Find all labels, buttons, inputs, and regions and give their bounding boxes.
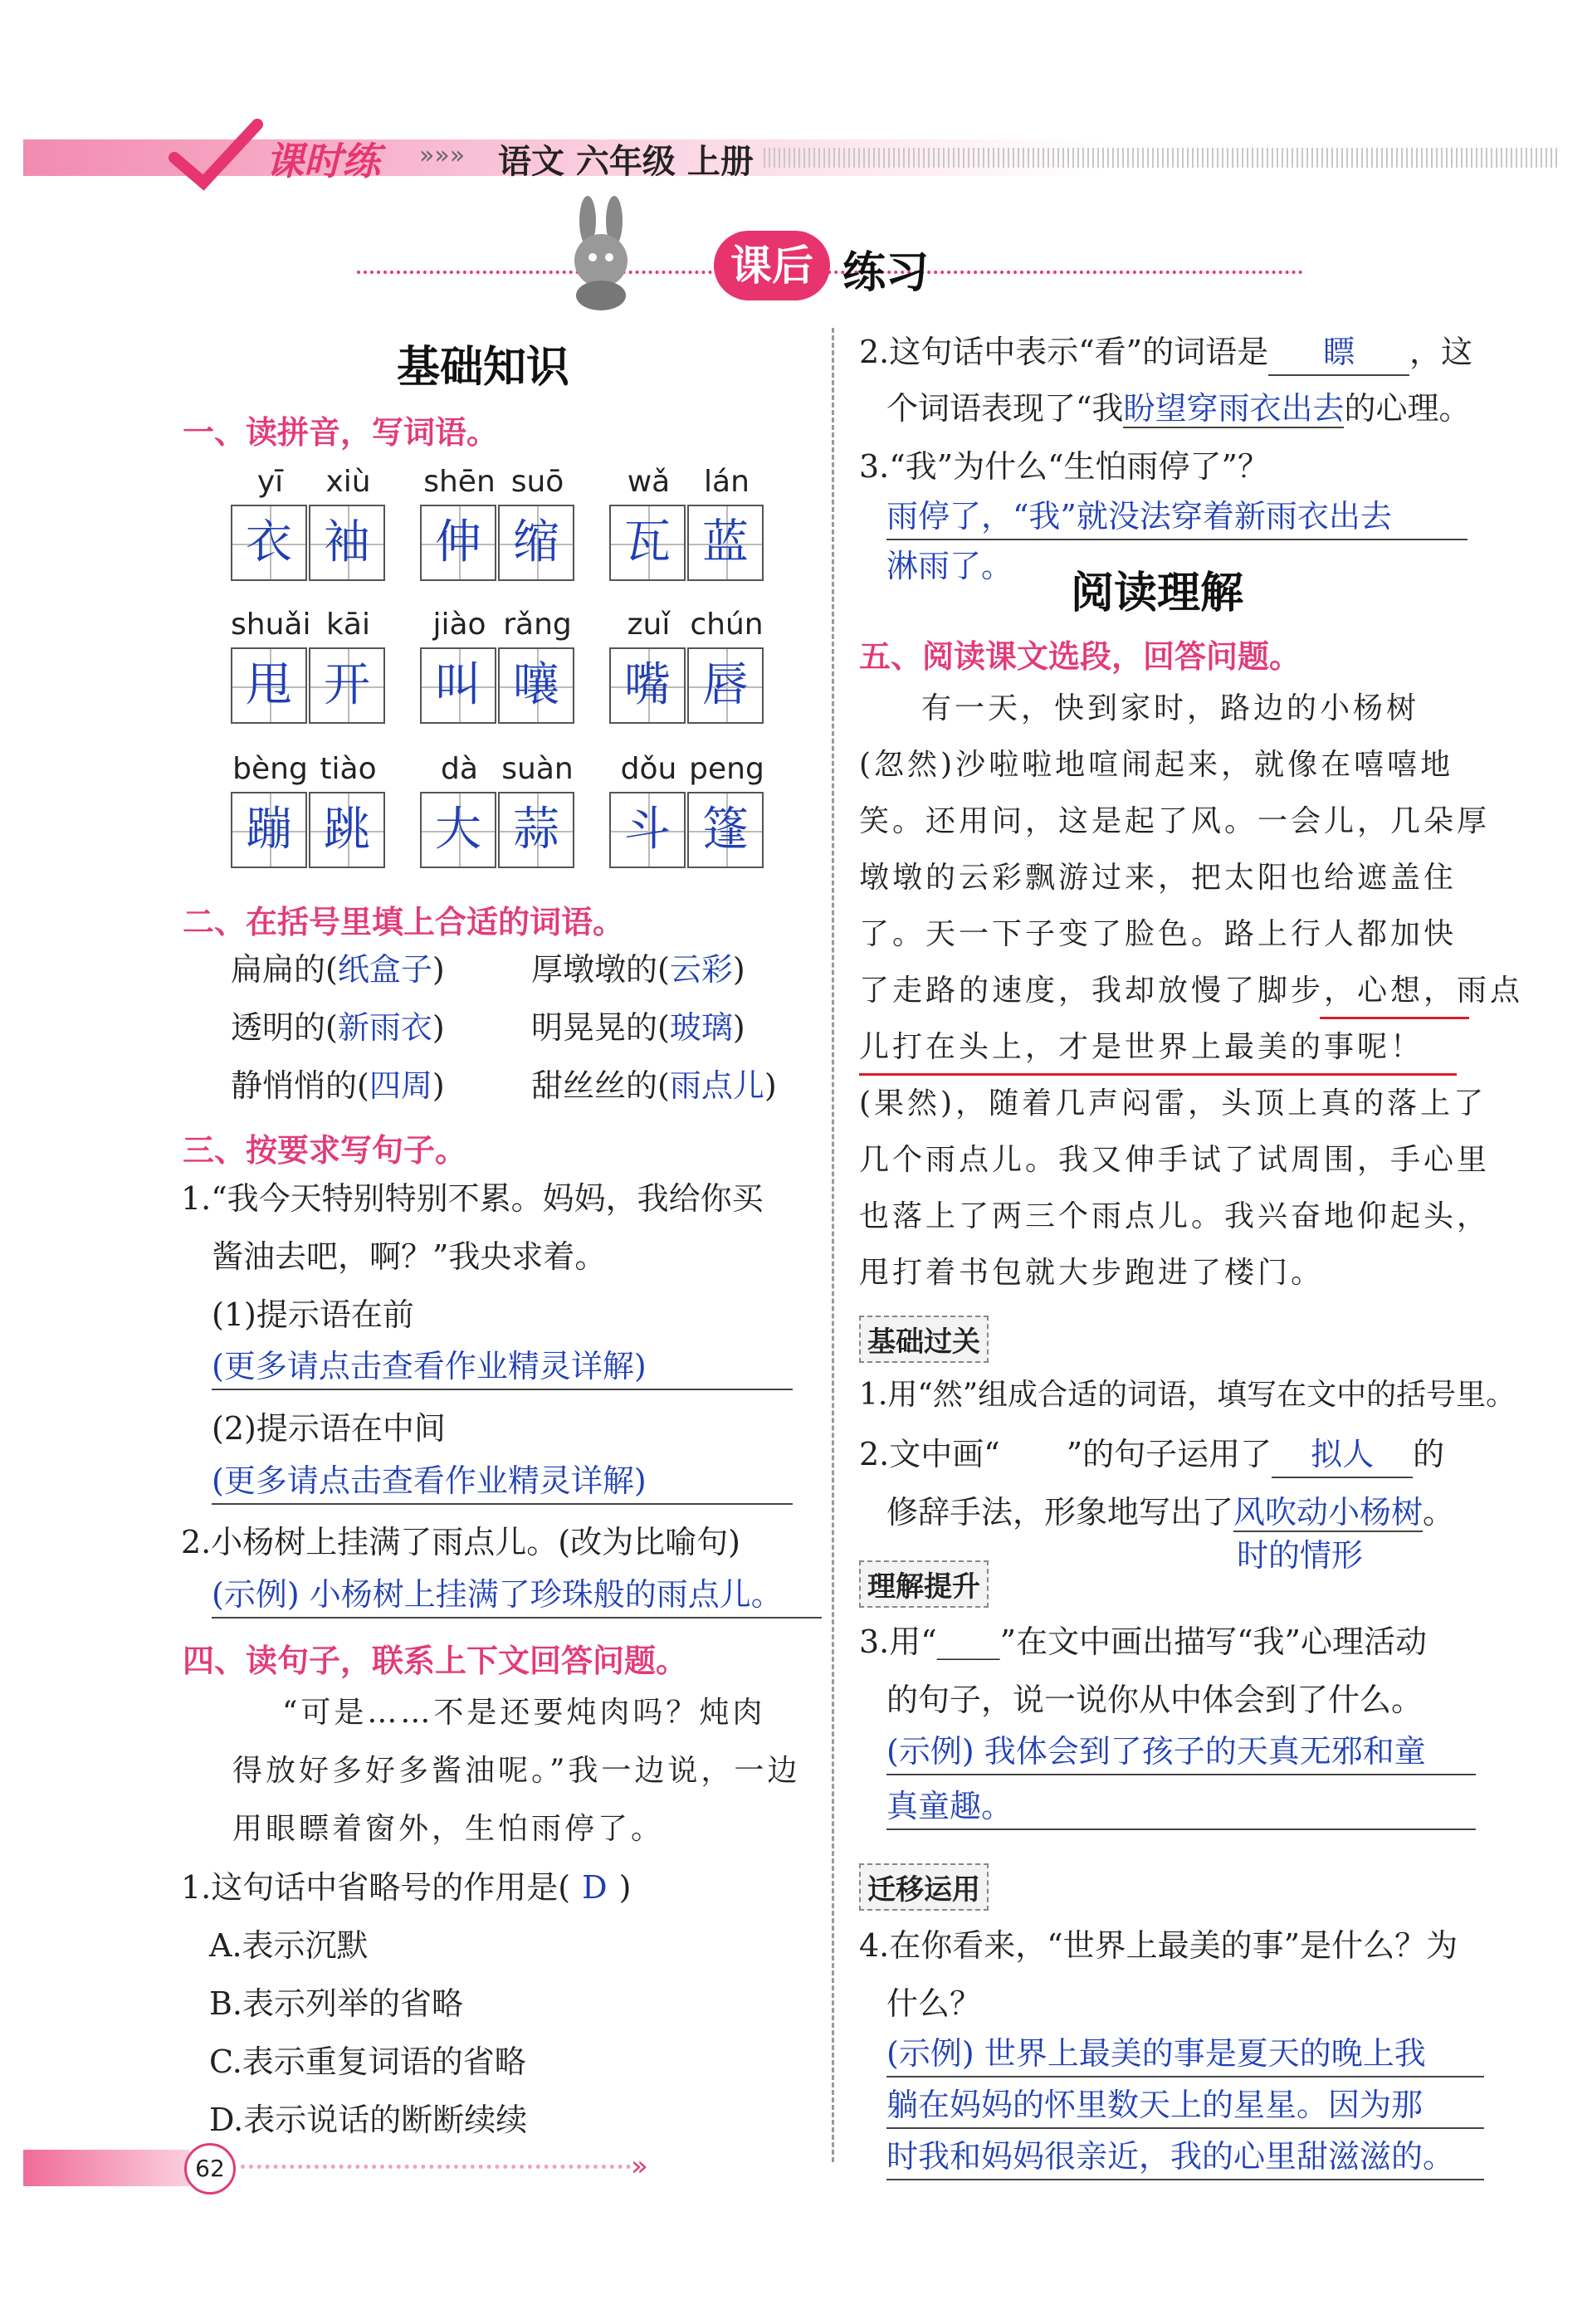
- q4-q1-text: 1.这句话中省略号的作用是(: [181, 1869, 571, 1906]
- char-cell: 嘴: [609, 647, 686, 724]
- q2-paren: ): [432, 951, 445, 988]
- char-cell: 衣: [231, 505, 307, 581]
- r4-answer-line1: (示例) 世界上最美的事是夏天的晚上我: [886, 2032, 1484, 2077]
- r2-text: 2.文中画“: [859, 1436, 1000, 1472]
- char-cell: 开: [309, 647, 385, 724]
- q1-heading: 一、读拼音，写词语。: [183, 414, 499, 451]
- q3-sub2: (2)提示语在中间: [212, 1410, 446, 1447]
- q2-row: [231, 1064, 445, 1108]
- pinyin: suō: [510, 465, 564, 499]
- pinyin: kāi: [326, 608, 370, 642]
- q2-paren: ): [764, 1067, 777, 1104]
- pinyin: suàn: [501, 752, 574, 786]
- pinyin: tiào: [320, 752, 377, 786]
- char-cell: 大: [420, 792, 496, 868]
- char-cell: 缩: [498, 505, 574, 581]
- passage-line: 有一天，快到家时，路边的小杨树: [921, 691, 1420, 725]
- q2-row: [231, 1006, 445, 1050]
- pinyin: yī: [256, 465, 284, 499]
- lesson-badge: 课后: [714, 231, 830, 300]
- q3-sentence1-line1: 1.“我今天特别特别不累。妈妈，我给你买: [181, 1180, 764, 1217]
- brand-title: 课时练: [266, 139, 380, 183]
- char-cell: 伸: [420, 505, 496, 581]
- q3-sentence2: 2.小杨树上挂满了雨点儿。(改为比喻句): [181, 1524, 740, 1560]
- pinyin: xiù: [325, 465, 371, 499]
- passage-line: 了走路的速度，我却放慢了脚步，心想，雨点: [859, 974, 1524, 1008]
- passage-line: 甩打着书包就大步跑进了楼门。: [859, 1256, 1325, 1290]
- r2-answer3: 时的情形: [1237, 1537, 1364, 1574]
- r2-line2-text: 修辞手法，形象地写出了: [886, 1494, 1234, 1531]
- char-cell: 瓦: [609, 505, 686, 581]
- header-hatch: [764, 148, 1560, 168]
- q2-prompt: 厚墩墩的(: [531, 951, 670, 988]
- r2-text2: ”的句子运用了: [1066, 1436, 1272, 1472]
- pinyin: shuǎi: [231, 608, 311, 642]
- q3-sub1: (1)提示语在前: [212, 1296, 414, 1333]
- pinyin: shēn: [423, 465, 496, 499]
- q2-prompt: 甜丝丝的(: [531, 1067, 670, 1104]
- q2-answer: 纸盒子: [337, 951, 432, 988]
- passage-line: (果然)，随着几声闷雷，头顶上真的落上了: [859, 1086, 1487, 1120]
- q3-sub2-answer: (更多请点击查看作业精灵详解): [212, 1459, 793, 1505]
- lesson-title: 练习: [842, 248, 930, 298]
- subject-label: 语文 六年级 上册: [498, 143, 754, 181]
- tag-transfer: 迁移运用: [859, 1863, 989, 1911]
- q2-heading: 二、在括号里填上合适的词语。: [183, 904, 625, 940]
- brand-arrows: »»»: [419, 141, 466, 170]
- q4-q2-text2: ，这: [1409, 334, 1473, 370]
- q4-q1-answer: D: [582, 1869, 608, 1906]
- option-a: A.表示沉默: [209, 1927, 369, 1964]
- char-cell: 篷: [687, 792, 764, 868]
- char-cell: 叫: [420, 647, 496, 724]
- r-question2-line2: [886, 1491, 1454, 1535]
- pinyin: jiào: [432, 608, 486, 642]
- q3-sentence1-line2: 酱油去吧，啊？”我央求着。: [212, 1238, 607, 1275]
- r-question3-line2: 的句子，说一说你从中体会到了什么。: [886, 1682, 1424, 1718]
- q4-heading: 四、读句子，联系上下文回答问题。: [183, 1643, 688, 1679]
- passage-line: (忽然)沙啦啦地喧闹起来，就像在嘻嘻地: [859, 748, 1454, 782]
- passage-line: 笑。还用问，这是起了风。一会儿，几朵厚: [859, 804, 1491, 838]
- q4-quote-line3: 用眼瞟着窗外，生怕雨停了。: [232, 1812, 665, 1846]
- q3-sentence2-answer: (示例) 小杨树上挂满了珍珠般的雨点儿。: [212, 1573, 822, 1618]
- footer-dots: [241, 2165, 631, 2169]
- section-title-basics: 基础知识: [397, 342, 570, 393]
- q4-quote-line1: “可是……不是还要炖肉吗？炖肉: [282, 1696, 766, 1730]
- footer-bar: [23, 2150, 189, 2186]
- q2-prompt: 透明的(: [231, 1009, 338, 1046]
- q4-q2-line2-post: 的心理。: [1344, 390, 1471, 427]
- q4-q1-paren: ): [618, 1869, 632, 1906]
- rabbit-mascot-icon: [548, 196, 656, 312]
- r-question4-line1: 4.在你看来，“世界上最美的事”是什么？为: [859, 1927, 1458, 1964]
- q2-answer: 新雨衣: [337, 1009, 432, 1046]
- q2-prompt: 扁扁的(: [231, 951, 338, 988]
- q2-row: [231, 948, 445, 992]
- q2-paren: ): [432, 1009, 445, 1046]
- r-question4-line2: 什么？: [886, 1985, 982, 2022]
- r2-line2-post: 。: [1423, 1494, 1455, 1531]
- q4-quote-line2: 得放好多好多酱油呢。”我一边说，一边: [232, 1754, 801, 1788]
- char-cell: 斗: [609, 792, 686, 868]
- char-cell: 跳: [309, 792, 385, 868]
- pinyin: bèng: [232, 752, 308, 786]
- q4-question2: [859, 330, 1472, 376]
- char-cell: 蒜: [498, 792, 574, 868]
- passage-line: 了。天一下子变了脸色。路上行人都加快: [859, 917, 1458, 951]
- pinyin: dǒu: [620, 752, 677, 786]
- q2-paren: ): [732, 951, 745, 988]
- r3-answer-line1: (示例) 我体会到了孩子的天真无邪和童: [886, 1730, 1476, 1775]
- q2-answer: 云彩: [669, 951, 733, 988]
- page-number: 62: [184, 2143, 236, 2195]
- q4-question3: 3.“我”为什么“生怕雨停了”？: [859, 448, 1269, 485]
- r2-post: 的: [1413, 1436, 1445, 1472]
- section-title-reading: 阅读理解: [1071, 568, 1244, 618]
- page-header: [0, 0, 1592, 298]
- q4-question1: [181, 1866, 631, 1910]
- option-d: D.表示说话的断断续续: [209, 2102, 528, 2138]
- tag-understanding: 理解提升: [859, 1560, 989, 1608]
- pinyin: rǎng: [503, 608, 572, 642]
- q2-answer: 四周: [369, 1067, 432, 1104]
- q2-answer: 雨点儿: [669, 1067, 764, 1104]
- q3-sub1-answer: (更多请点击查看作业精灵详解): [212, 1345, 793, 1390]
- char-cell: 甩: [231, 647, 307, 724]
- passage-line: 也落上了两三个雨点儿。我兴奋地仰起头，: [859, 1199, 1491, 1233]
- r3-answer-line2: 真童趣。: [886, 1784, 1476, 1830]
- pinyin: wǎ: [627, 465, 671, 499]
- char-cell: 蓝: [687, 505, 764, 581]
- r-question2: [859, 1433, 1444, 1478]
- column-divider: [832, 328, 834, 2162]
- lesson-dotted-line: [357, 271, 1303, 274]
- option-c: C.表示重复词语的省略: [209, 2043, 526, 2080]
- q4-q2-line2-answer: 盼望穿雨衣出去: [1123, 390, 1345, 427]
- option-b: B.表示列举的省略: [209, 1985, 464, 2022]
- tag-basic: 基础过关: [859, 1316, 989, 1363]
- q2-row: [531, 1006, 745, 1050]
- q2-row: [531, 1064, 777, 1108]
- q2-paren: ): [432, 1067, 445, 1104]
- r4-answer-line2: 躺在妈妈的怀里数天上的星星。因为那: [886, 2083, 1484, 2129]
- q4-q2-text: 2.这句话中表示“看”的词语是: [859, 334, 1269, 370]
- char-cell: 袖: [309, 505, 385, 581]
- pinyin: lán: [704, 465, 750, 499]
- q5-heading: 五、阅读课文选段，回答问题。: [859, 638, 1301, 675]
- footer-arrow-icon: »: [631, 2150, 648, 2183]
- r-question1: 1.用“然”组成合适的词语，填写在文中的括号里。: [859, 1378, 1516, 1412]
- r2-answer: 拟人: [1272, 1433, 1413, 1478]
- pinyin: zuǐ: [627, 608, 671, 642]
- passage-line: 儿打在头上，才是世界上最美的事呢！: [859, 1030, 1424, 1064]
- char-cell: 嚷: [498, 647, 574, 724]
- r2-answer2: 风吹动小杨树: [1233, 1494, 1424, 1531]
- pinyin: peng: [689, 752, 764, 786]
- q2-prompt: 明晃晃的(: [531, 1009, 670, 1046]
- char-cell: 蹦: [231, 792, 307, 868]
- q4-q3-answer-line1: 雨停了，“我”就没法穿着新雨衣出去: [886, 495, 1467, 540]
- checkmark-logo-icon: [166, 116, 266, 191]
- char-cell: 唇: [687, 647, 764, 724]
- q4-question2-line2: [886, 387, 1470, 431]
- passage-line: 墩墩的云彩飘游过来，把太阳也给遮盖住: [859, 861, 1458, 895]
- q3-heading: 三、按要求写句子。: [183, 1132, 467, 1169]
- q2-answer: 玻璃: [669, 1009, 733, 1046]
- q2-prompt: 静悄悄的(: [231, 1067, 369, 1104]
- q4-q2-answer: 瞟: [1268, 330, 1409, 376]
- q2-paren: ): [732, 1009, 745, 1046]
- pinyin: chún: [690, 608, 764, 642]
- r-question3-line1: 3.用“____”在文中画出描写“我”心理活动: [859, 1623, 1427, 1660]
- q4-q2-line2-text: 个词语表现了“我: [886, 390, 1124, 427]
- q4-q3-answer-line2: 淋雨了。: [886, 548, 1013, 584]
- pinyin: dà: [441, 752, 478, 786]
- passage-line: 几个雨点儿。我又伸手试了试周围，手心里: [859, 1143, 1491, 1177]
- q2-row: [531, 948, 745, 992]
- r4-answer-line3: 时我和妈妈很亲近，我的心里甜滋滋的。: [886, 2135, 1484, 2180]
